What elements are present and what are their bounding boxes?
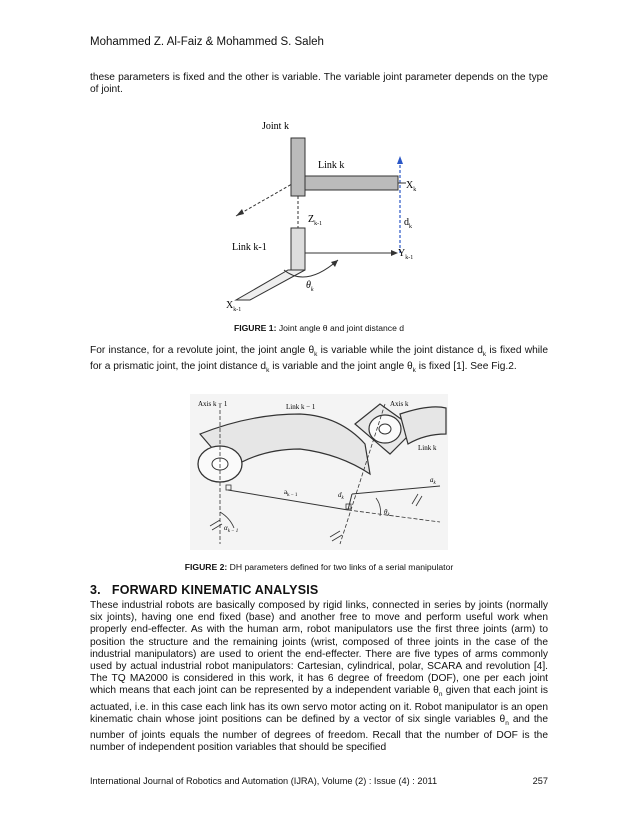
fig1-label-xk1: X	[226, 300, 234, 311]
figure-2-caption-text: DH parameters defined for two links of a serial manipulator	[227, 562, 454, 572]
svg-text:θk	[306, 280, 314, 293]
fig1-label-xk: X	[406, 180, 414, 191]
fig1-label-yk1: Y	[398, 248, 406, 259]
fig2-label-dk: d	[338, 491, 342, 499]
fig1-label-xk-sub: k	[413, 187, 417, 193]
figure-2-caption	[90, 562, 548, 572]
footer-page-number: 257	[532, 776, 548, 786]
page-footer	[90, 776, 548, 786]
svg-text:Xk-1	[226, 300, 241, 313]
section-title: FORWARD KINEMATIC ANALYSIS	[111, 583, 319, 597]
svg-text:Xk	[406, 180, 416, 193]
fig1-label-zk1-sub: k-1	[314, 221, 323, 227]
fig1-label-dk: d	[404, 217, 409, 228]
section-paragraph: These industrial robots are basically composed by rigid links, connected in series by joints (normally six joints), having one end fixed (base) and another free to move and perform useful work when properly end-effecter. As with the human arm, robot manipulators use the first three joints (arm) to position the structure and the remaining joints (wrist, composed of three joints in the case of the industrial manipulators) are used to orient the end-effecter. There are five types of arms commonly used by actual industrial robot manipulators: Cartesian, cylindrical, polar, SCARA and revolution [4]. The TQ MA2000 is considered in this work, it has 6 degree of freedom (DOF), one per each joint which means that each joint can be represented by a independent variable $\theta_n$ given that each joint is actuated, i.e. in this case each link has its own servo motor acting on it. Robot manipulator is an open kinematic chain whose joint positions can be defined by a vector of six single variables $\theta_n$ and the number of joints equals the number of degrees of freedom. Recall that the number of DOF is the number of independent position variables that should be specified	[90, 600, 548, 754]
fig1-label-zk1: Z	[308, 214, 315, 225]
fig2-label-ak-sub: k	[433, 481, 436, 486]
fig1-label-xk1-sub: k-1	[233, 307, 242, 313]
fig2-label-link-k: Link k	[418, 444, 437, 452]
section-heading	[90, 583, 318, 597]
fig1-label-link-k1: Link k-1	[232, 242, 267, 253]
fig2-label-alpha: α	[224, 524, 228, 532]
section-number: 3.	[90, 583, 101, 597]
fig2-label-ak: a	[430, 476, 434, 484]
fig1-label-joint-k: Joint k	[262, 121, 289, 132]
fig1-label-theta-sub: k	[310, 287, 314, 293]
fig2-label-axis-k1: Axis k − 1	[198, 400, 228, 408]
fig1-label-theta: θ	[306, 280, 311, 291]
intro-paragraph: these parameters is fixed and the other is variable. The variable joint parameter depends on the type of joint.	[90, 72, 548, 96]
fig2-label-alpha-sub: k − 1	[227, 529, 239, 534]
figure-1-caption-label: FIGURE 1:	[233, 323, 277, 333]
svg-text:dk	[404, 217, 412, 230]
figure-1-caption-text: Joint angle θ and joint distance d	[276, 323, 405, 333]
figure-2-diagram	[190, 394, 448, 550]
fig2-label-theta-sub: k	[387, 513, 390, 518]
figure-1-caption	[90, 323, 548, 333]
svg-text:Zk-1	[308, 214, 322, 227]
fig1-label-dk-sub: k	[409, 224, 412, 230]
footer-journal: International Journal of Robotics and Automation (IJRA), Volume (2) : Issue (4) : 2011	[90, 776, 438, 786]
paragraph-revolute-prismatic: For instance, for a revolute joint, the joint angle $\theta_k$ is variable while the joint distance $d_k$ is fixed while for a prismatic joint, the joint distance $d_k$ is variable and the joint angle $\theta_k$ is fixed [1]. See Fig.2.	[90, 345, 548, 375]
running-head-authors: Mohammed Z. Al-Faiz & Mohammed S. Saleh	[90, 36, 324, 48]
fig2-label-theta: θ	[384, 508, 388, 516]
svg-text:Yk-1	[398, 248, 413, 261]
figure-1-diagram	[226, 108, 426, 318]
fig2-label-ak1-sub: k − 1	[287, 493, 298, 498]
fig1-label-link-k: Link k	[318, 160, 345, 171]
fig2-label-axis-k: Axis k	[390, 400, 409, 408]
fig1-label-yk1-sub: k-1	[405, 255, 414, 261]
fig2-label-dk-sub: k	[341, 496, 344, 501]
figure-2-caption-label: FIGURE 2:	[184, 562, 228, 572]
fig2-label-ak1: a	[284, 488, 288, 496]
fig2-label-link-k1: Link k − 1	[286, 403, 316, 411]
